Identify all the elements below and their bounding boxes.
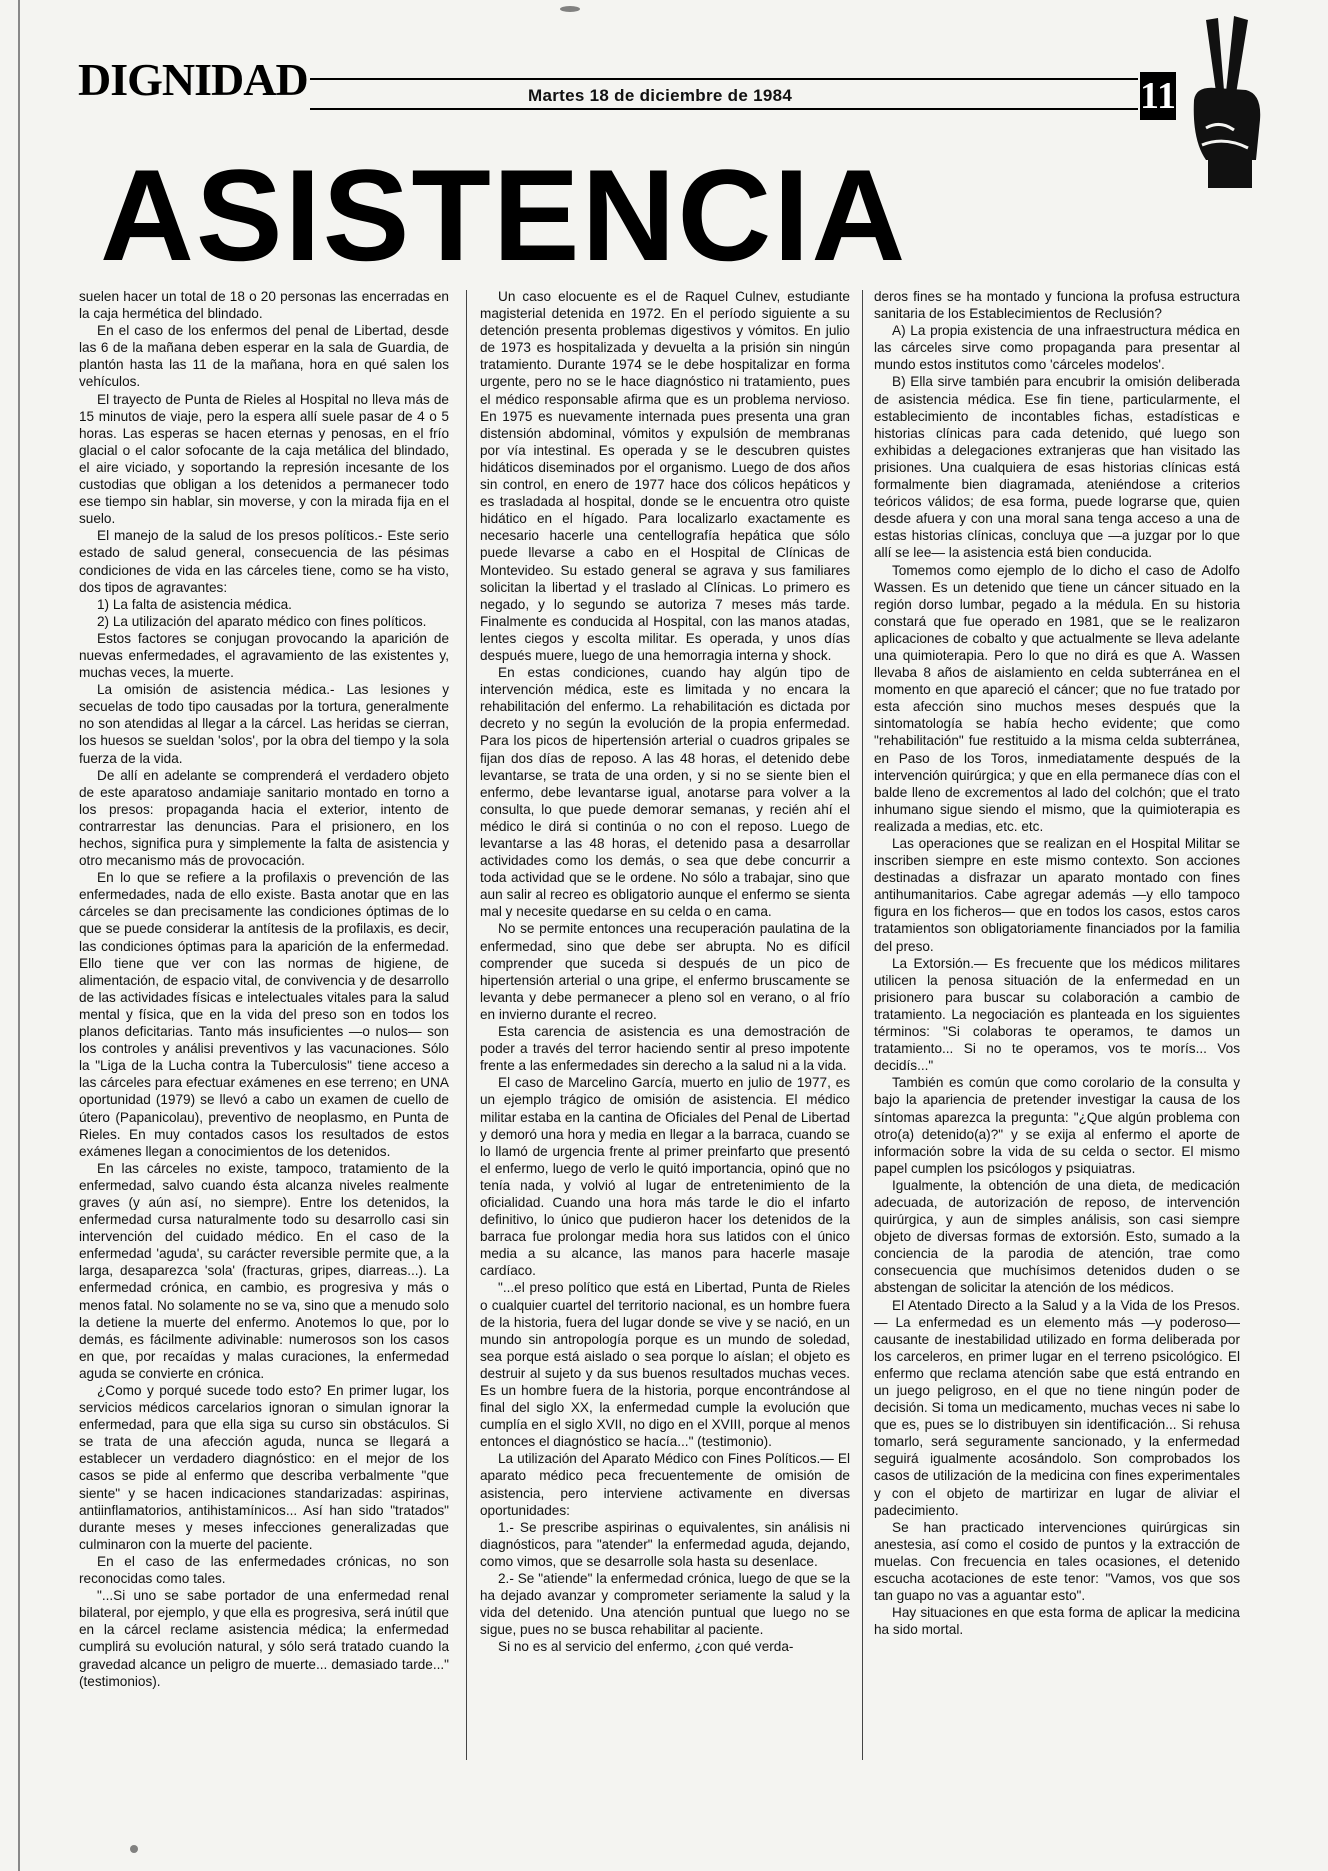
column-divider bbox=[862, 290, 863, 1760]
paragraph: Las operaciones que se realizan en el Hospital Militar se inscriben siempre en este mismo contexto. Son acciones destinadas a disfrazar un aparato montado con fines antihumanitarios. Cabe agregar además —y ello tampoco figura en los ficheros— que en todos los casos, estos caros tratamientos son obligatoriamente financiados por la familia del preso. bbox=[874, 836, 1240, 954]
paragraph: En el caso de las enfermedades crónicas, no son reconocidas como tales. bbox=[79, 1553, 449, 1587]
paper-name: DIGNIDAD bbox=[78, 54, 308, 105]
paragraph: La omisión de asistencia médica.- Las lesiones y secuelas de todo tipo causadas por la tortura, generalmente no son atendidas al llegar a la cárcel. Las heridas se cierran, los huesos se sueldan 'solos', por la obra del tiempo y la sola fuerza de la vida. bbox=[79, 682, 449, 766]
paragraph: También es común que como corolario de la consulta y bajo la apariencia de pretender investigar la causa de los síntomas aparezca la pregunta: "¿Que algún problema con otro(a) detenido(a)?" y se exija al enfermo el aporte de información sobre la vida de su celda o sector. El mismo papel cumplen los psicólogos y psiquiatras. bbox=[874, 1075, 1240, 1176]
paragraph: No se permite entonces una recuperación paulatina de la enfermedad, sino que debe ser abrupta. No es difícil comprender que suceda si después de un pico de hipertensión arterial o una gripe, el enfermo bruscamente se levanta y debe permanecer a pleno sol en verano, o al frío en invierno durante el recreo. bbox=[480, 921, 850, 1022]
paragraph: El trayecto de Punta de Rieles al Hospital no lleva más de 15 minutos de viaje, pero la espera allí suele pasar de 4 o 5 horas. Las esperas se hacen eternas y penosas, en el frío glacial o el calor sofocante de la caja metálica del blindado, el aire viciado, y soportando la represión incesante de los custodias que obligan a los detenidos a permanecer todo ese tiempo sin hablar, sin moverse, y con la mirada fija en el suelo. bbox=[79, 391, 449, 527]
paragraph: La utilización del Aparato Médico con Fines Políticos.— El aparato médico peca frecuentemente de omisión de asistencia, pero interviene activamente en diversas oportunidades: bbox=[480, 1451, 850, 1518]
paragraph: En las cárceles no existe, tampoco, tratamiento de la enfermedad, salvo cuando ésta alcanza niveles realmente graves (y aún así, no siempre). Entre los detenidos, la enfermedad cursa naturalmente todo su desarrollo casi sin intervención del cuidado médico. En el caso de la enfermedad 'aguda', su carácter reversible permite que, a la larga, desaparezca 'sola' (fracturas, gripes, diarreas...). La enfermedad crónica, en cambio, es progresiva y más o menos fatal. No solamente no se va, sino que a menudo solo la detiene la muerte del enfermo. Anotemos lo que, por lo demás, es fácilmente adivinable: numerosos son los casos en que, por recaídas y malas curaciones, la enfermedad aguda se convierte en crónica. bbox=[79, 1160, 449, 1381]
paragraph: Estos factores se conjugan provocando la aparición de nuevas enfermedades, el agravamiento de las existentes y, muchas veces, la muerte. bbox=[79, 630, 449, 681]
paragraph: El manejo de la salud de los presos políticos.- Este serio estado de salud general, consecuencia de las pésimas condiciones de vida en las cárceles tiene, como se ha visto, dos tipos de agravantes: bbox=[79, 528, 449, 595]
paragraph: El caso de Marcelino García, muerto en julio de 1977, es un ejemplo trágico de omisión de asistencia. El médico militar estaba en la cantina de Oficiales del Penal de Libertad y demoró una hora y media en llegar a la barraca, cuando se lo llamó de urgencia frente al primer preinfarto que presentó el enfermo, luego de verlo le quitó importancia, opinó que no tenía nada, y volvió al lugar de entretenimiento de la oficialidad. Cuando una hora más tarde le dio el infarto definitivo, lo único que pudieron hacer los detenidos de la barraca fue prolongar media hora sus latidos con el único media a su alcance, las manos para hacerle masaje cardíaco. bbox=[480, 1075, 850, 1279]
article-column-2 bbox=[480, 288, 850, 1656]
issue-date: Martes 18 de diciembre de 1984 bbox=[528, 86, 793, 105]
paragraph: Si no es al servicio del enfermo, ¿con qué verda- bbox=[498, 1639, 794, 1655]
paragraph: Igualmente, la obtención de una dieta, de medicación adecuada, de autorización de reposo, de intervención quirúrgica, y aun de simples análisis, son casi siempre objeto de diversas formas de extorsión. Esto, sumado a la conciencia de la parodia de atención, trae como consecuencia que muchísimos detenidos duden o se abstengan de solicitar la atención de los médicos. bbox=[874, 1177, 1240, 1296]
paragraph: ¿Como y porqué sucede todo esto? En primer lugar, los servicios médicos carcelarios ignoran o simulan ignorar la enfermedad, para que ella siga su curso sin obstáculos. Si se trata de una afección aguda, nunca se llegará a establecer un verdadero diagnóstico: en el mejor de los casos se pide al enfermo que describa verbalmente "que siente" y se hacen indicaciones standarizadas: aspirinas, antiinflamatorios, antihistamínicos... Así han sido "tratados" durante meses y meses infecciones generalizadas que culminaron con la muerte del paciente. bbox=[79, 1383, 449, 1552]
paragraph: En lo que se refiere a la profilaxis o prevención de las enfermedades, nada de ello existe. Basta anotar que en las cárceles se dan precisamente las condiciones óptimas de lo que se puede considerar la antítesis de la profilaxis, es decir, las condiciones óptimas para la aparición de la enfermedad. Ello tiene que ver con las normas de higiene, de alimentación, de espacio vital, de convivencia y de desarrollo de las actividades físicas e intelectuales vitales para la salud mental y física, que en la vida del preso son en todos los planos deficitarias. Tanto más insuficientes —o nulos— son los controles y análisi preventivos y las vacunaciones. Sólo la "Liga de la Lucha contra la Tuberculosis" tiene acceso a las cárceles para efectuar exámenes en ese terreno; en UNA oportunidad (1979) se llevó a cabo un examen de cuello de útero (Papanicolau), preventivo de neoplasmo, en Punta de Rieles. En muy contados casos los resultados de estos exámenes llegan a conocimientos de los detenidos. bbox=[79, 870, 449, 1159]
paragraph: deros fines se ha montado y funciona la profusa estructura sanitaria de los Establecimientos de Reclusión? bbox=[874, 289, 1240, 322]
paragraph: Esta carencia de asistencia es una demostración de poder a través del terror haciendo sentir al preso impotente frente a las enfermedades sin derecho a la salud ni a la vida. bbox=[480, 1024, 850, 1074]
scan-speck bbox=[130, 1845, 138, 1853]
masthead-rule-bottom bbox=[310, 108, 1138, 110]
paragraph: En estas condiciones, cuando hay algún tipo de intervención médica, este es limitada y no encara la rehabilitación del enfermo. La rehabilitación es dictada por decreto y no según la evolución de la propia enfermedad. Para los picos de hipertensión arterial o cuadros gripales se fijan dos días de reposo. A las 48 horas, el detenido debe levantarse, se trata de una orden, y si no se siente bien el enfermo, debe levantarse igual, anotarse para volver a la consulta, lo que puede demorar semanas, y recién ahí el médico le dirá si continúa o no con el reposo. Luego de levantarse a las 48 horas, el detenido pasa a desarrollar actividades como los demás, o sea que debe concurrir a toda actividad que se le ordene. No sólo a trabajar, sino que aun salir al recreo es obligatorio aunque el enfermo se sienta mal y necesite quedarse en su celda o en cama. bbox=[480, 665, 850, 920]
paragraph: Tomemos como ejemplo de lo dicho el caso de Adolfo Wassen. Es un detenido que tiene un cáncer situado en la región dorso lumbar, pegado a la médula. En su historia constará que fue operado en 1981, que se le realizaron aplicaciones de cobalto y que actualmente se lleva adelante una quimioterapia. Pero lo que no dirá es que A. Wassen llevaba 8 años de aislamiento en celda subterránea en el momento en que apareció el cáncer; que no fue tratado por esta afección sino muchos meses después que la sintomatología se había hecho evidente; que como "rehabilitación" fue restituido a la misma celda subterránea, en Paso de los Toros, inmediatamente después de la intervención quirúrgica; y que en ella permanece días con el balde lleno de excrementos al lado del colchón; que el trato inhumano sigue siendo el mismo, que la quimioterapia es realizada a medias, etc. etc. bbox=[874, 562, 1240, 834]
paragraph: "...el preso político que está en Libertad, Punta de Rieles o cualquier cuartel del territorio nacional, es un hombre fuera de la historia, fuera del lugar donde se vive y se nació, en un mundo sin antropología porque es un mundo de soledad, sea porque está aislado o sea porque lo aíslan; el objeto es destruir al sujeto y da sus buenos resultados muchas veces. Es un hombre fuera de la historia, porque encontrándose al final del siglo XX, la enfermedad cumple la evolución que cumplía en el siglo XVII, no digo en el XVIII, porque al menos entonces el diagnóstico se hacía..." (testimonio). bbox=[480, 1280, 850, 1450]
masthead-rule-top bbox=[310, 78, 1138, 80]
scan-edge bbox=[18, 0, 20, 1871]
paragraph: B) Ella sirve también para encubrir la omisión deliberada de asistencia médica. Ese fin tiene, particularmente, el establecimiento de incontables fichas, estadísticas e historias clínicas para cada detenido, qué luego son exhibidas a delegaciones extranjeras que han visitado las prisiones. Una cualquiera de esas historias clínicas está formalmente bien diagramada, ateniéndose a criterios teóricos válidos; de esa forma, puede lograrse que, quien desde afuera y con una moral sana tenga acceso a una de estas historias clínicas, concluya que —a juzgar por lo que allí se lee— la asistencia está bien conducida. bbox=[874, 374, 1240, 561]
paragraph: Hay situaciones en que esta forma de aplicar la medicina ha sido mortal. bbox=[874, 1605, 1240, 1638]
page-number: 11 bbox=[1140, 72, 1176, 120]
paragraph: 1) La falta de asistencia médica. bbox=[97, 596, 292, 612]
column-divider bbox=[466, 290, 467, 1760]
victory-hand-icon bbox=[1176, 10, 1276, 190]
paragraph: Se han practicado intervenciones quirúrgicas sin anestesia, así como el cosido de puntos y la extracción de muelas. Con frecuencia en tales ocasiones, el detenido escucha acotaciones de este tenor: "Vamos, vos que sos tan guapo no vas a aguantar esto". bbox=[874, 1519, 1240, 1604]
paragraph: 2.- Se "atiende" la enfermedad crónica, luego de que se la ha dejado avanzar y comprometer seriamente la salud y la vida del detenido. Una atención puntual que luego no se sigue, pues no se busca rehabilitar al paciente. bbox=[480, 1571, 850, 1638]
paragraph: Un caso elocuente es el de Raquel Culnev, estudiante magisterial detenida en 1972. En el período siguiente a su detención presenta problemas digestivos y vómitos. En julio de 1973 es hospitalizada y devuelta a la prisión sin ningún tratamiento. Durante 1974 se le debe hospitalizar en forma urgente, pero no se le hace diagnóstico ni tratamiento, pues el médico responsable afirma que es un problema nervioso. En 1975 es nuevamente internada pues presenta una gran distensión abdominal, vómitos y expulsión de membranas por vía intestinal. Es operada y se le descubren quistes hidáticos diseminados por el organismo. Luego de dos años sin control, en enero de 1977 hace dos cólicos hepáticos y es trasladada al hospital, donde se le encuentra otro quiste hidático en el hígado. Para localizarlo exactamente es necesario hacerle una centellografía hepática que sólo puede llevarse a cabo en el Hospital de Clínicas de Montevideo. Su estado general se agrava y sus familiares solicitan la libertad y el traslado al Clínicas. Lo primero es negado, y lo segundo se autoriza 7 meses más tarde. Finalmente es conducida al Hospital, con las manos atadas, lentes ciegos y escolta militar. Es operada, y unos días después muere, luego de una hemorragia interna y shock. bbox=[480, 289, 850, 663]
headline: ASISTENCIA bbox=[100, 142, 908, 288]
scan-speck bbox=[560, 6, 580, 12]
paragraph: 2) La utilización del aparato médico con fines políticos. bbox=[97, 613, 427, 629]
paragraph: De allí en adelante se comprenderá el verdadero objeto de este aparatoso andamiaje sanitario montado en torno a los presos: propaganda hacia el exterior, intento de contrarrestar las denuncias. Para el prisionero, en los hechos, significa pura y simplemente la falta de asistencia y otro mecanismo más de provocación. bbox=[79, 767, 449, 869]
paragraph: A) La propia existencia de una infraestructura médica en las cárceles sirve como propaganda para presentar al mundo estos institutos como 'cárceles modelos'. bbox=[874, 323, 1240, 373]
article-column-1 bbox=[79, 288, 449, 1690]
masthead bbox=[78, 56, 1138, 104]
article-column-3 bbox=[874, 288, 1240, 1638]
paragraph: suelen hacer un total de 18 o 20 personas las encerradas en la caja hermética del blindado. bbox=[79, 289, 449, 322]
paragraph: 1.- Se prescribe aspirinas o equivalentes, sin análisis ni diagnósticos, para "atender" la enfermedad aguda, dejando, como vimos, que se desarrolle sola hasta su desenlace. bbox=[480, 1519, 850, 1569]
paragraph: La Extorsión.— Es frecuente que los médicos militares utilicen la penosa situación de la enfermedad en un prisionero para buscar su colaboración a cambio de tratamiento. La negociación es planteada en los siguientes términos: "Si colaboras te operamos, te damos un tratamiento... Si no te operamos, vos te morís... Vos decidís..." bbox=[874, 955, 1240, 1074]
paragraph: "...Si uno se sabe portador de una enfermedad renal bilateral, por ejemplo, y que ella es progresiva, será inútil que en la cárcel reclame asistencia médica; la enfermedad cumplirá su evolución natural, y sólo será tratado cuando la gravedad alcance un peligro de muerte... demasiado tarde..." (testimonios). bbox=[79, 1588, 449, 1689]
paragraph: El Atentado Directo a la Salud y a la Vida de los Presos.— La enfermedad es un elemento más —y poderoso— causante de inestabilidad utilizado en forma deliberada por los carceleros, en primer lugar en el terreno psicológico. El enfermo que reclama atención sabe que está entrando en un juego peligroso, en el que no tiene ningún poder de decisión. Si toma un medicamento, muchas veces ni sabe lo que es, pues se lo distribuyen sin identificación... Si rehusa tomarlo, será seguramente sancionado, y la enfermedad seguirá igualmente acosándolo. Son comprobados los casos de utilización de la medicina con fines experimentales y con el objeto de martirizar en lugar de aliviar el padecimiento. bbox=[874, 1297, 1240, 1518]
paragraph: En el caso de los enfermos del penal de Libertad, desde las 6 de la mañana deben esperar en la sala de Guardia, de plantón hasta las 11 de la mañana, hora en qué salen los vehículos. bbox=[79, 323, 449, 390]
